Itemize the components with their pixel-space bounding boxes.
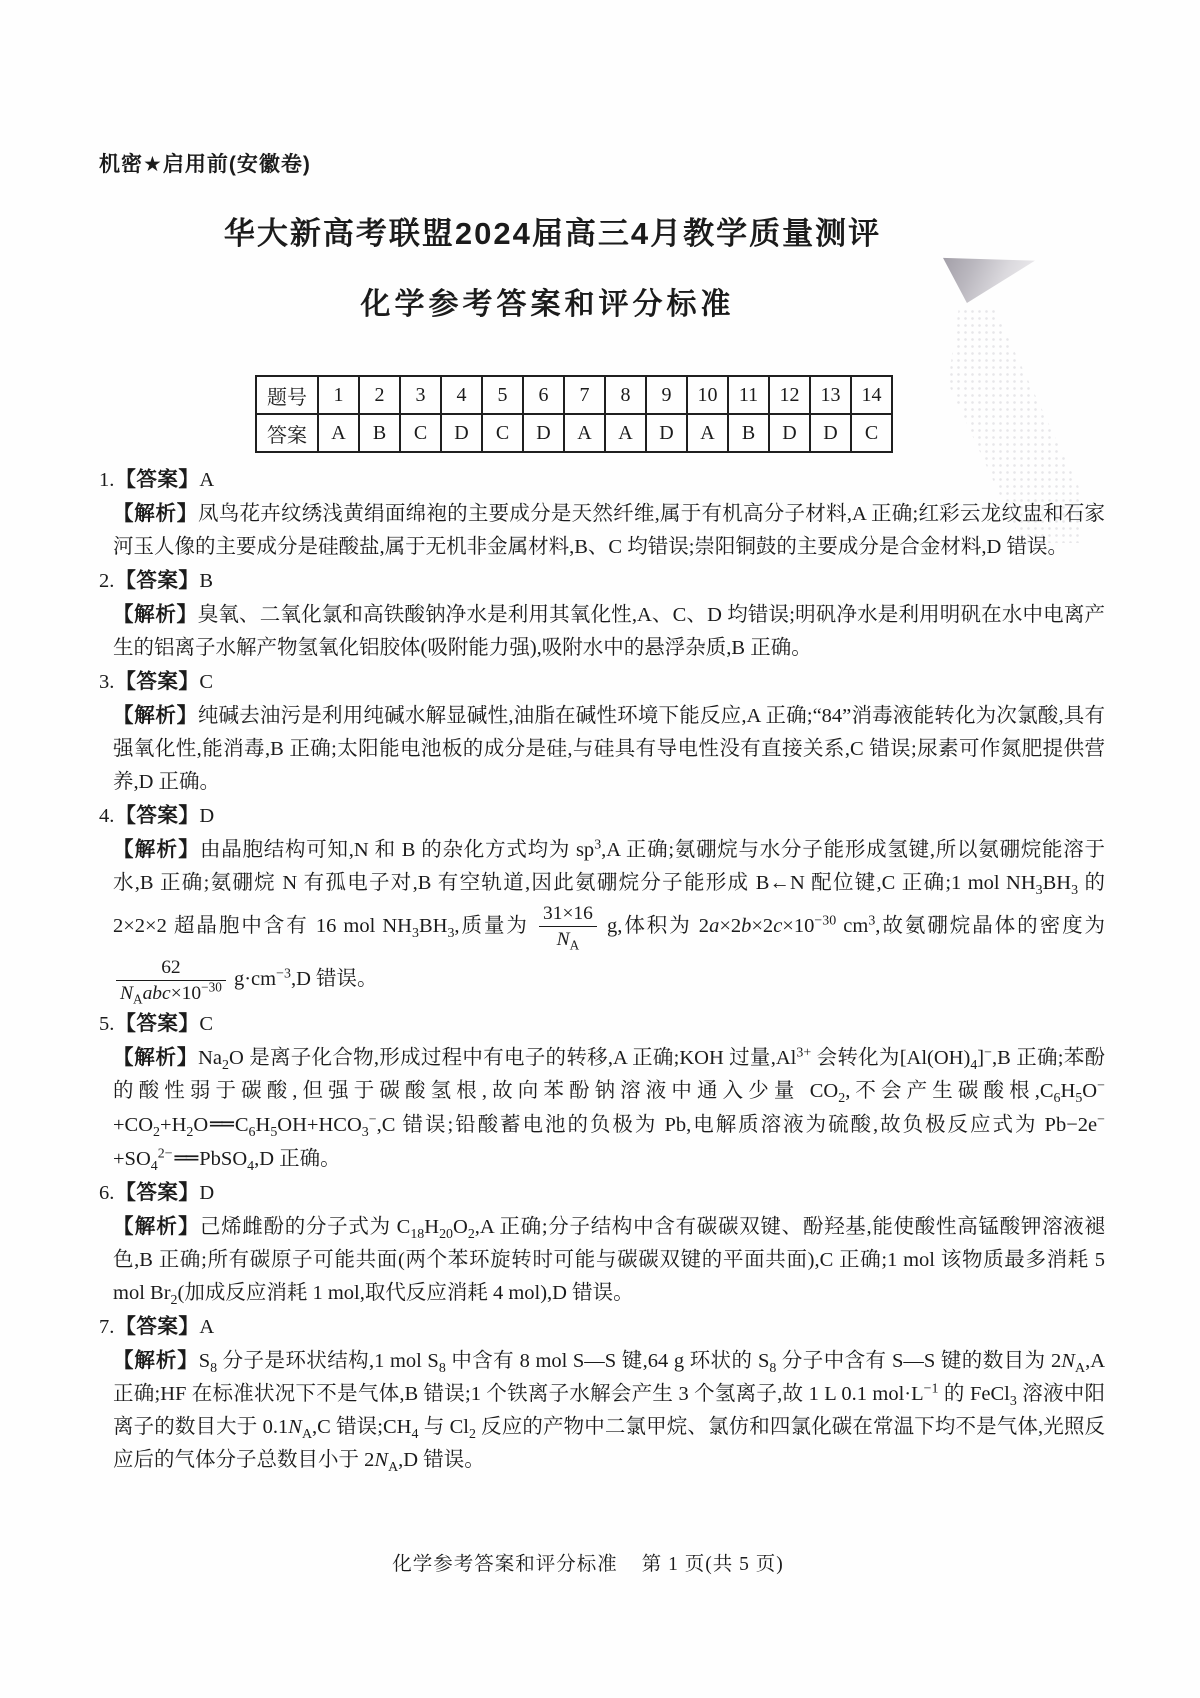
question-number: 1. — [99, 469, 115, 491]
analysis-text: $S_8$ 分子是环状结构,1 mol $S_8$ 中含有 8 mol S—S 键,64 g 环状的 $S_8$ 分子中含有 S—S 键的数目为 $2N_A,A$ 正确;HF 在标准状况下不是气体,B 错误;1 个铁离子水解会产生 3 个氢离子,故 1 L 0.1 $mol\cdot L^{-1}$ 的 FeCl$_3$ 溶液中阳离子的数目大于 $0.1N_A,C$ 错误$;CH_4$ 与 $Cl_2$ 反应的产物中二氯甲烷、氯仿和四氯化碳在常温下均不是气体,光照反应后的气体分子总数目小于 $2N_A,D$ 错误。 — [113, 1350, 1106, 1476]
answer-letter: A — [199, 469, 215, 491]
analysis-text: $Na_2O$ 是离子化合物,形成过程中有电子的转移,A 正确;KOH 过量$,Al^{3+}$ 会转化为$[Al(OH)_4]^-,B$ 正确;苯酚的酸性弱于碳酸,但强于碳酸氢根,故向苯酚钠溶液中通入少量 $CO_2$,不会产生碳酸根$,C_6H_5O^-+CO_2+H_2O══C_6H_5OH+HCO_3^-,C$ 错误;铅酸蓄电池的负极为 Pb,电解质溶液为硫酸,故负极反应式为 $Pb-2e^-+SO_4^{2-}══PbSO_4,D$ 正确。 — [113, 1045, 1106, 1175]
question-number-cell: 9 — [646, 376, 687, 414]
answer-letter-cell: D — [810, 414, 851, 452]
answer-line — [99, 1176, 1200, 1210]
answer-letter-cell: A — [687, 414, 728, 452]
answer-line — [99, 1007, 1200, 1041]
analysis-text: 凤鸟花卉纹绣浅黄绢面绵袍的主要成分是天然纤维,属于有机高分子材料,A 正确;红彩云龙纹盅和石家河玉人像的主要成分是硅酸盐,属于无机非金属材料,B、C 均错误;崇阳铜鼓的主要成分是合金材料,D 错误。 — [113, 503, 1106, 558]
analysis-text: 纯碱去油污是利用纯碱水解显碱性,油脂在碱性环境下能反应,A 正确;“84”消毒液能转化为次氯酸,具有强氧化性,能消毒,B 正确;太阳能电池板的成分是硅,与硅具有导电性没有直接关系,C 错误;尿素可作氮肥提供营养,D 正确。 — [113, 705, 1105, 793]
answer-letter: D — [199, 805, 215, 827]
analysis-paragraph — [113, 497, 1105, 564]
answer-letter-cell: A — [564, 414, 605, 452]
answer-section — [0, 799, 1200, 1007]
question-number-cell: 11 — [728, 376, 769, 414]
analysis-paragraph — [113, 598, 1105, 665]
question-number-cell: 10 — [687, 376, 728, 414]
answer-label: 【答案】 — [115, 1181, 200, 1205]
answer-section — [0, 1007, 1200, 1176]
answer-line — [99, 564, 1200, 598]
question-number: 6. — [99, 1182, 115, 1205]
question-number: 3. — [99, 671, 115, 693]
footer-page-number: 第 1 页(共 5 页) — [641, 1554, 784, 1575]
answer-letter-cell: D — [441, 414, 482, 452]
answer-letter: B — [199, 570, 214, 592]
question-number-cell: 13 — [810, 376, 851, 414]
answer-key-table — [255, 375, 893, 453]
question-number-cell: 5 — [482, 376, 523, 414]
answer-letter-cell: B — [728, 414, 769, 452]
answer-section — [0, 1310, 1200, 1477]
question-number-cell: 6 — [523, 376, 564, 414]
question-number-cell: 1 — [318, 376, 359, 414]
question-number-cell: 3 — [400, 376, 441, 414]
analysis-paragraph — [113, 833, 1105, 1007]
analysis-label: 【解析】 — [113, 1215, 200, 1239]
sections-container — [0, 463, 1200, 1477]
analysis-label: 【解析】 — [113, 1349, 199, 1373]
answer-letter-cell: D — [769, 414, 810, 452]
answer-section — [0, 564, 1200, 665]
analysis-text: 己烯雌酚的分子式为 $C_{18}H_{20}O_2,A$ 正确;分子结构中含有碳碳双键、酚羟基,能使酸性高锰酸钾溶液褪色,B 正确;所有碳原子可能共面(两个苯环旋转时可能与碳碳双键的平面共面),C 正确;1 mol 该物质最多消耗 5 mol $Br_2$(加成反应消耗 1 mol,取代反应消耗 4 mol),D 错误。 — [113, 1216, 1105, 1309]
answer-label: 【答案】 — [115, 1315, 200, 1339]
answer-label: 【答案】 — [115, 804, 200, 827]
analysis-paragraph — [113, 699, 1105, 799]
answer-line — [99, 665, 1200, 699]
answer-label: 【答案】 — [115, 1012, 200, 1036]
answer-letter: C — [199, 671, 214, 693]
page-footer — [0, 1548, 1176, 1576]
answer-letter-cell: B — [359, 414, 400, 452]
answer-letter-cell: C — [851, 414, 892, 452]
analysis-label: 【解析】 — [113, 704, 198, 727]
question-number: 2. — [99, 570, 115, 592]
answer-label: 【答案】 — [115, 670, 200, 693]
answer-label: 【答案】 — [115, 569, 200, 592]
answer-letter: C — [199, 1013, 214, 1036]
question-number-cell: 7 — [564, 376, 605, 414]
answer-label: 【答案】 — [115, 468, 200, 491]
question-number-cell: 14 — [851, 376, 892, 414]
analysis-text: 由晶胞结构可知,N 和 B 的杂化方式均为 $sp^3,A$ 正确;氨硼烷与水分子能形成氢键,所以氨硼烷能溶于水,B 正确;氨硼烷 N 有孤电子对,B 有空轨道,因此氨硼烷分子能形成 B←N 配位键,C 正确;1 mol $NH_3BH_3$ 的 2×2×2 超晶胞中含有 16 mol $NH_3BH_3$,质量为 $\frac{31\times 16}{N_A}$ g,体积为 $2a\times 2b\times 2c\times 10^{-30}$ $cm^3$,故氨硼烷晶体的密度为 $\frac{62}{N_Aabc\times 10^{-30}}$ $g\cdot cm^{-3},D$ 错误。 — [113, 837, 1106, 1007]
answer-letter-cell: D — [646, 414, 687, 452]
answer-letter: A — [199, 1316, 215, 1339]
answer-letter: D — [199, 1182, 215, 1205]
question-number-cell: 2 — [359, 376, 400, 414]
answer-section — [0, 665, 1200, 799]
exam-title: 华大新高考联盟2024届高三4月教学质量测评 — [223, 216, 882, 251]
question-number: 5. — [99, 1013, 115, 1036]
answer-letter-cell: D — [523, 414, 564, 452]
classification-header: 机密★启用前(安徽卷) — [99, 153, 311, 176]
row-header-question-number: 题号 — [256, 376, 318, 414]
analysis-text: 臭氧、二氧化氯和高铁酸钠净水是利用其氧化性,A、C、D 均错误;明矾净水是利用明矾在水中电离产生的铝离子水解产物氢氧化铝胶体(吸附能力强),吸附水中的悬浮杂质,B 正确。 — [113, 604, 1106, 659]
analysis-paragraph — [113, 1041, 1105, 1176]
analysis-label: 【解析】 — [113, 1046, 199, 1070]
page-title: 化学参考答案和评分标准 — [360, 288, 735, 321]
analysis-paragraph — [113, 1210, 1105, 1310]
answer-section — [0, 1176, 1200, 1310]
answer-letter-cell: A — [605, 414, 646, 452]
footer-doc-title: 化学参考答案和评分标准 — [392, 1554, 618, 1575]
question-number-cell: 8 — [605, 376, 646, 414]
answer-letter-cell: A — [318, 414, 359, 452]
question-number: 4. — [99, 805, 115, 827]
question-number-cell: 12 — [769, 376, 810, 414]
answer-letter-row — [256, 414, 892, 452]
question-number-cell: 4 — [441, 376, 482, 414]
answer-letter-cell: C — [400, 414, 441, 452]
analysis-paragraph — [113, 1344, 1105, 1477]
answer-line — [99, 1310, 1200, 1344]
row-header-answer: 答案 — [256, 414, 318, 452]
analysis-label: 【解析】 — [113, 603, 198, 626]
answer-letter-cell: C — [482, 414, 523, 452]
question-number-row — [256, 376, 892, 414]
answer-line — [99, 799, 1200, 833]
analysis-label: 【解析】 — [113, 838, 201, 861]
analysis-label: 【解析】 — [113, 502, 199, 525]
question-number: 7. — [99, 1316, 115, 1339]
